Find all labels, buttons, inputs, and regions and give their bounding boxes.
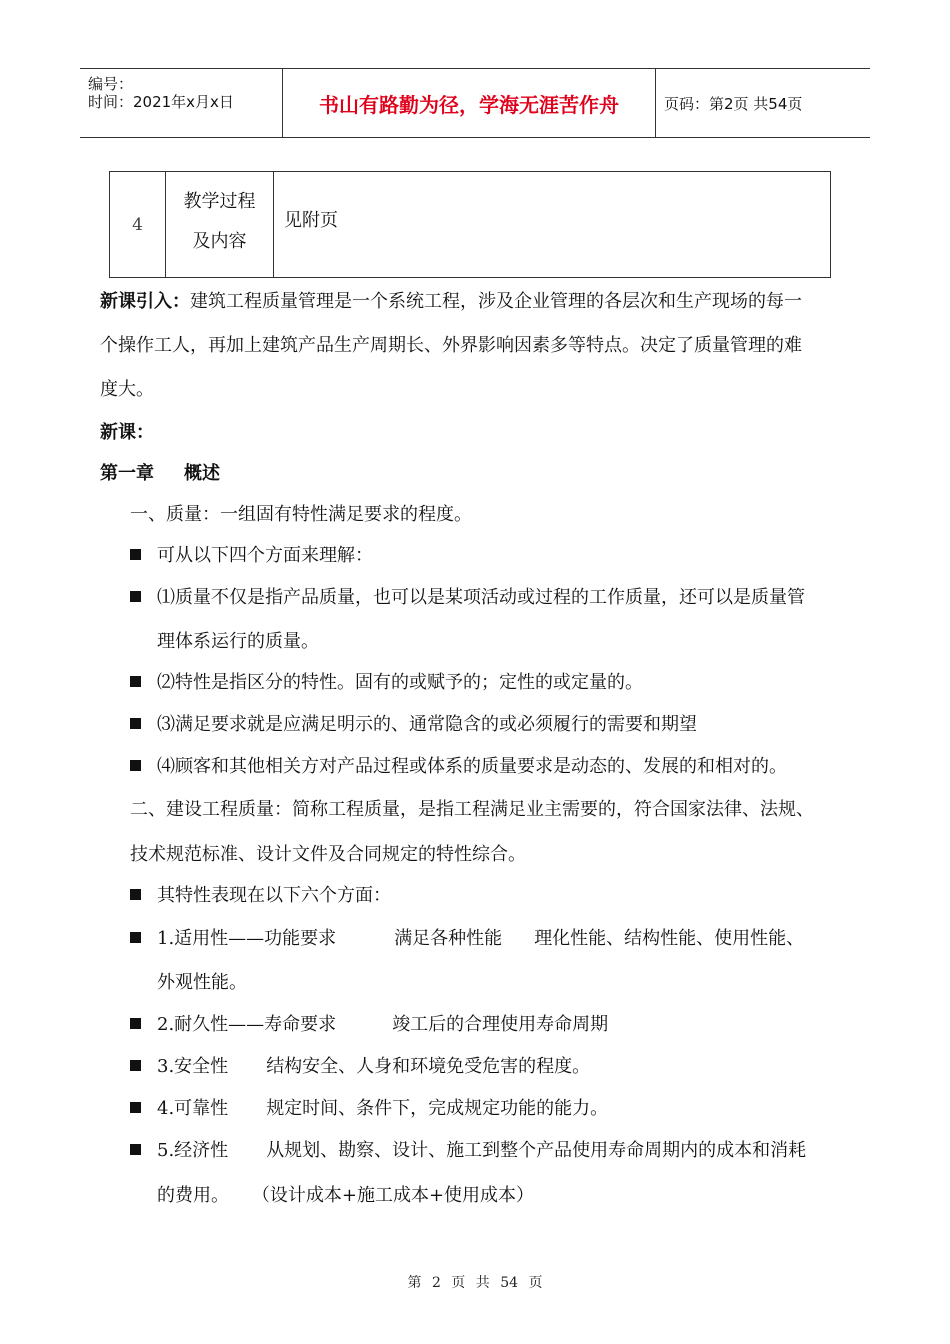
property-item — [130, 1094, 608, 1120]
list-item — [130, 752, 787, 778]
table-index: 4 — [110, 172, 166, 277]
bullet-text: ⑵特性是指区分的特性。固有的或赋予的；定性的或定量的。 — [157, 672, 643, 693]
bullet-text: ⑷顾客和其他相关方对产品过程或体系的质量要求是动态的、发展的和相对的。 — [157, 756, 787, 777]
list-item — [130, 710, 697, 736]
section2-line-2: 技术规范标准、设计文件及合同规定的特性综合。 — [130, 844, 526, 865]
intro-text-1: 建筑工程质量管理是一个系统工程，涉及企业管理的各层次和生产现场的每一 — [190, 291, 802, 312]
table-content: 见附页 — [284, 210, 338, 231]
bullet-text: ⑴质量不仅是指产品质量，也可以是某项活动或过程的工作质量，还可以是质量管 — [157, 587, 805, 608]
property-item — [130, 1052, 590, 1078]
table-topic-line1: 教学过程 — [183, 191, 256, 212]
property-item — [130, 1136, 806, 1162]
table-topic — [166, 172, 274, 277]
page-footer: 第 2 页 共 54 页 — [407, 1275, 543, 1291]
property-mid: 满足各种性能 — [394, 928, 503, 949]
property-desc: 从规划、勘察、设计、施工到整个产品使用寿命周期内的成本和消耗 — [266, 1140, 807, 1161]
bullet-text: 可从以下四个方面来理解： — [157, 545, 373, 566]
chapter-number: 第一章 — [100, 463, 154, 484]
bullet-square-icon — [130, 591, 141, 602]
property-name: 1.适用性——功能要求 — [157, 928, 337, 949]
number-label: 编号： — [88, 75, 134, 93]
property-desc: 规定时间、条件下，完成规定功能的能力。 — [266, 1098, 609, 1119]
bullet-square-icon — [130, 932, 141, 943]
property-item — [130, 1010, 608, 1036]
quality-definition: 一、质量：一组固有特性满足要求的程度。 — [130, 504, 472, 525]
property-name: 4.可靠性 — [157, 1098, 229, 1119]
list-item — [130, 583, 805, 609]
bullet-continuation: 理体系运行的质量。 — [157, 631, 319, 652]
new-lesson-label: 新课： — [100, 422, 154, 443]
bullet-square-icon — [130, 1144, 141, 1155]
property-desc: 理化性能、结构性能、使用性能、 — [534, 928, 805, 949]
bullet-square-icon — [130, 1060, 141, 1071]
property-continuation: 的费用。 （设计成本+施工成本+使用成本） — [157, 1185, 535, 1206]
list-item — [130, 541, 373, 567]
intro-line-3: 度大。 — [100, 379, 154, 400]
property-name: 5.经济性 — [157, 1140, 229, 1161]
date-label: 时间：2021年x月x日 — [88, 93, 234, 111]
list-item — [130, 881, 391, 907]
intro-line-2: 个操作工人，再加上建筑产品生产周期长、外界影响因素多等特点。决定了质量管理的难 — [100, 335, 802, 356]
intro-label: 新课引入： — [100, 291, 190, 312]
header-meta — [80, 69, 282, 137]
table-topic-line2: 及内容 — [192, 231, 247, 252]
bullet-square-icon — [130, 1102, 141, 1113]
property-desc: 结构安全、人身和环境免受危害的程度。 — [266, 1056, 591, 1077]
property-continuation: 外观性能。 — [157, 972, 247, 993]
bullet-square-icon — [130, 889, 141, 900]
bullet-square-icon — [130, 676, 141, 687]
property-name: 2.耐久性——寿命要求 — [157, 1014, 337, 1035]
chapter-title: 概述 — [184, 463, 220, 484]
bullet-square-icon — [130, 760, 141, 771]
bullet-text: 其特性表现在以下六个方面： — [157, 885, 391, 906]
bullet-text: ⑶满足要求就是应满足明示的、通常隐含的或必须履行的需要和期望 — [157, 714, 697, 735]
lesson-table — [109, 171, 831, 278]
property-desc: 竣工后的合理使用寿命周期 — [392, 1014, 609, 1035]
section2-line-1: 二、建设工程质量：简称工程质量，是指工程满足业主需要的，符合国家法律、法规、 — [130, 799, 814, 820]
bullet-square-icon — [130, 1018, 141, 1029]
header-page-info: 页码：第2页 共54页 — [664, 94, 803, 113]
intro-line-1 — [100, 287, 802, 313]
list-item — [130, 668, 643, 694]
bullet-square-icon — [130, 718, 141, 729]
property-item — [130, 924, 804, 950]
page-header — [80, 68, 870, 138]
property-name: 3.安全性 — [157, 1056, 229, 1077]
chapter-heading — [100, 459, 220, 485]
bullet-square-icon — [130, 549, 141, 560]
header-motto: 书山有路勤为径，学海无涯苦作舟 — [282, 69, 656, 137]
